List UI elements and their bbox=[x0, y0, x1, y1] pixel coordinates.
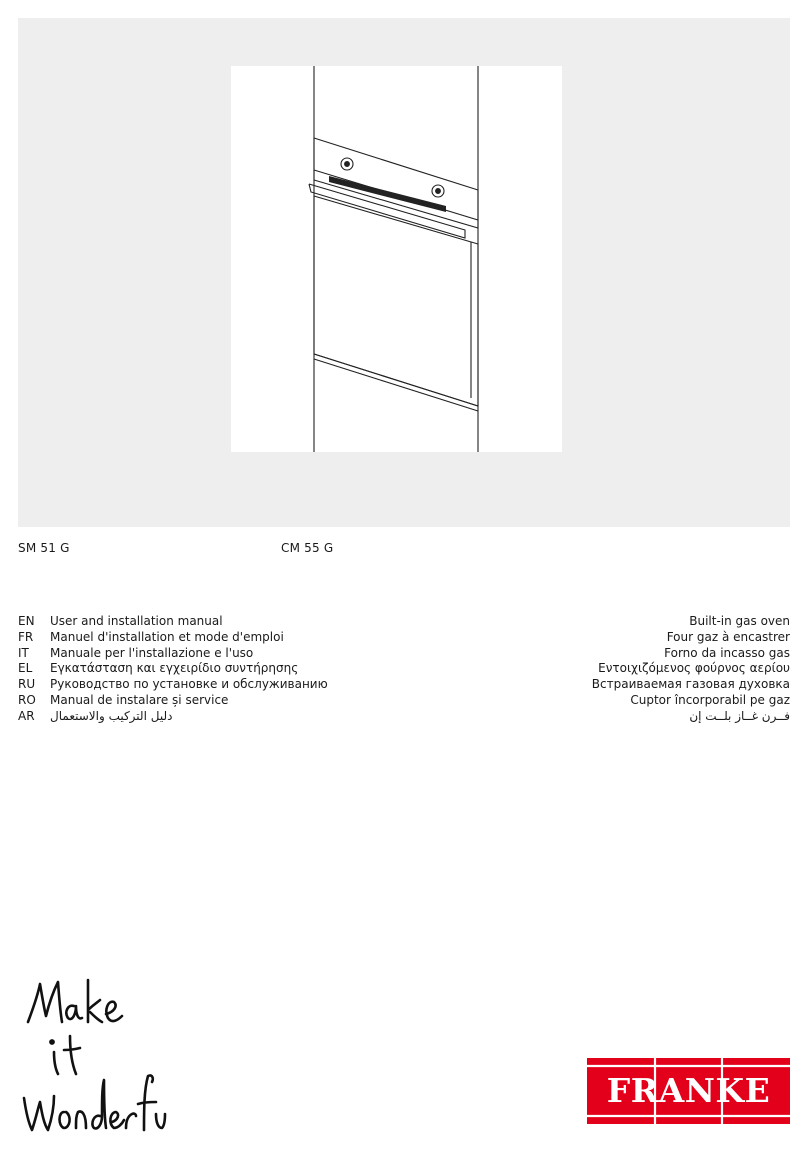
manual-title: Manuel d'installation et mode d'emploi bbox=[50, 629, 284, 644]
language-code: EL bbox=[18, 661, 33, 676]
illustration-card bbox=[231, 66, 562, 452]
product-title: Εντοιχιζόμενος φούρνος αερίου bbox=[598, 661, 790, 676]
manual-title: Manuale per l'installazione e l'uso bbox=[50, 645, 254, 660]
manual-title: دليل التركيب والاستعمال bbox=[50, 708, 173, 723]
franke-logo bbox=[587, 1058, 790, 1124]
language-row-ru bbox=[18, 677, 790, 693]
slogan-artwork bbox=[18, 970, 168, 1150]
language-code: RU bbox=[18, 677, 36, 692]
language-code: RO bbox=[18, 692, 36, 707]
product-title: فــرن غــاز بلــت إن bbox=[689, 708, 790, 723]
product-title: Built-in gas oven bbox=[689, 614, 790, 628]
language-list bbox=[18, 614, 790, 725]
product-title: Встраиваемая газовая духовка bbox=[591, 677, 790, 692]
manual-title: Εγκατάσταση και εγχειρίδιο συντήρησης bbox=[50, 661, 299, 676]
product-title: Cuptor încorporabil pe gaz bbox=[630, 692, 790, 707]
product-title: Forno da incasso gas bbox=[664, 645, 790, 660]
language-row-fr bbox=[18, 630, 790, 646]
language-code: AR bbox=[18, 708, 35, 723]
language-row-el bbox=[18, 661, 790, 677]
slogan-handwriting bbox=[18, 970, 168, 1154]
language-code: IT bbox=[18, 645, 29, 660]
franke-logo-mark bbox=[587, 1058, 790, 1124]
oven-illustration bbox=[231, 66, 562, 452]
model-name-left: SM 51 G bbox=[18, 541, 70, 555]
language-code: EN bbox=[18, 614, 35, 628]
language-row-en bbox=[18, 614, 790, 630]
language-code: FR bbox=[18, 629, 34, 644]
model-name-right: CM 55 G bbox=[281, 541, 334, 555]
manual-title: User and installation manual bbox=[50, 614, 223, 628]
product-title: Four gaz à encastrer bbox=[666, 629, 790, 644]
brand-name: FRANKE bbox=[606, 1071, 771, 1110]
language-row-ro bbox=[18, 693, 790, 709]
manual-title: Manual de instalare și service bbox=[50, 692, 229, 707]
language-row-it bbox=[18, 646, 790, 662]
manual-title: Руководство по установке и обслуживанию bbox=[50, 677, 328, 692]
hero-panel bbox=[18, 18, 790, 527]
language-row-ar bbox=[18, 709, 790, 725]
